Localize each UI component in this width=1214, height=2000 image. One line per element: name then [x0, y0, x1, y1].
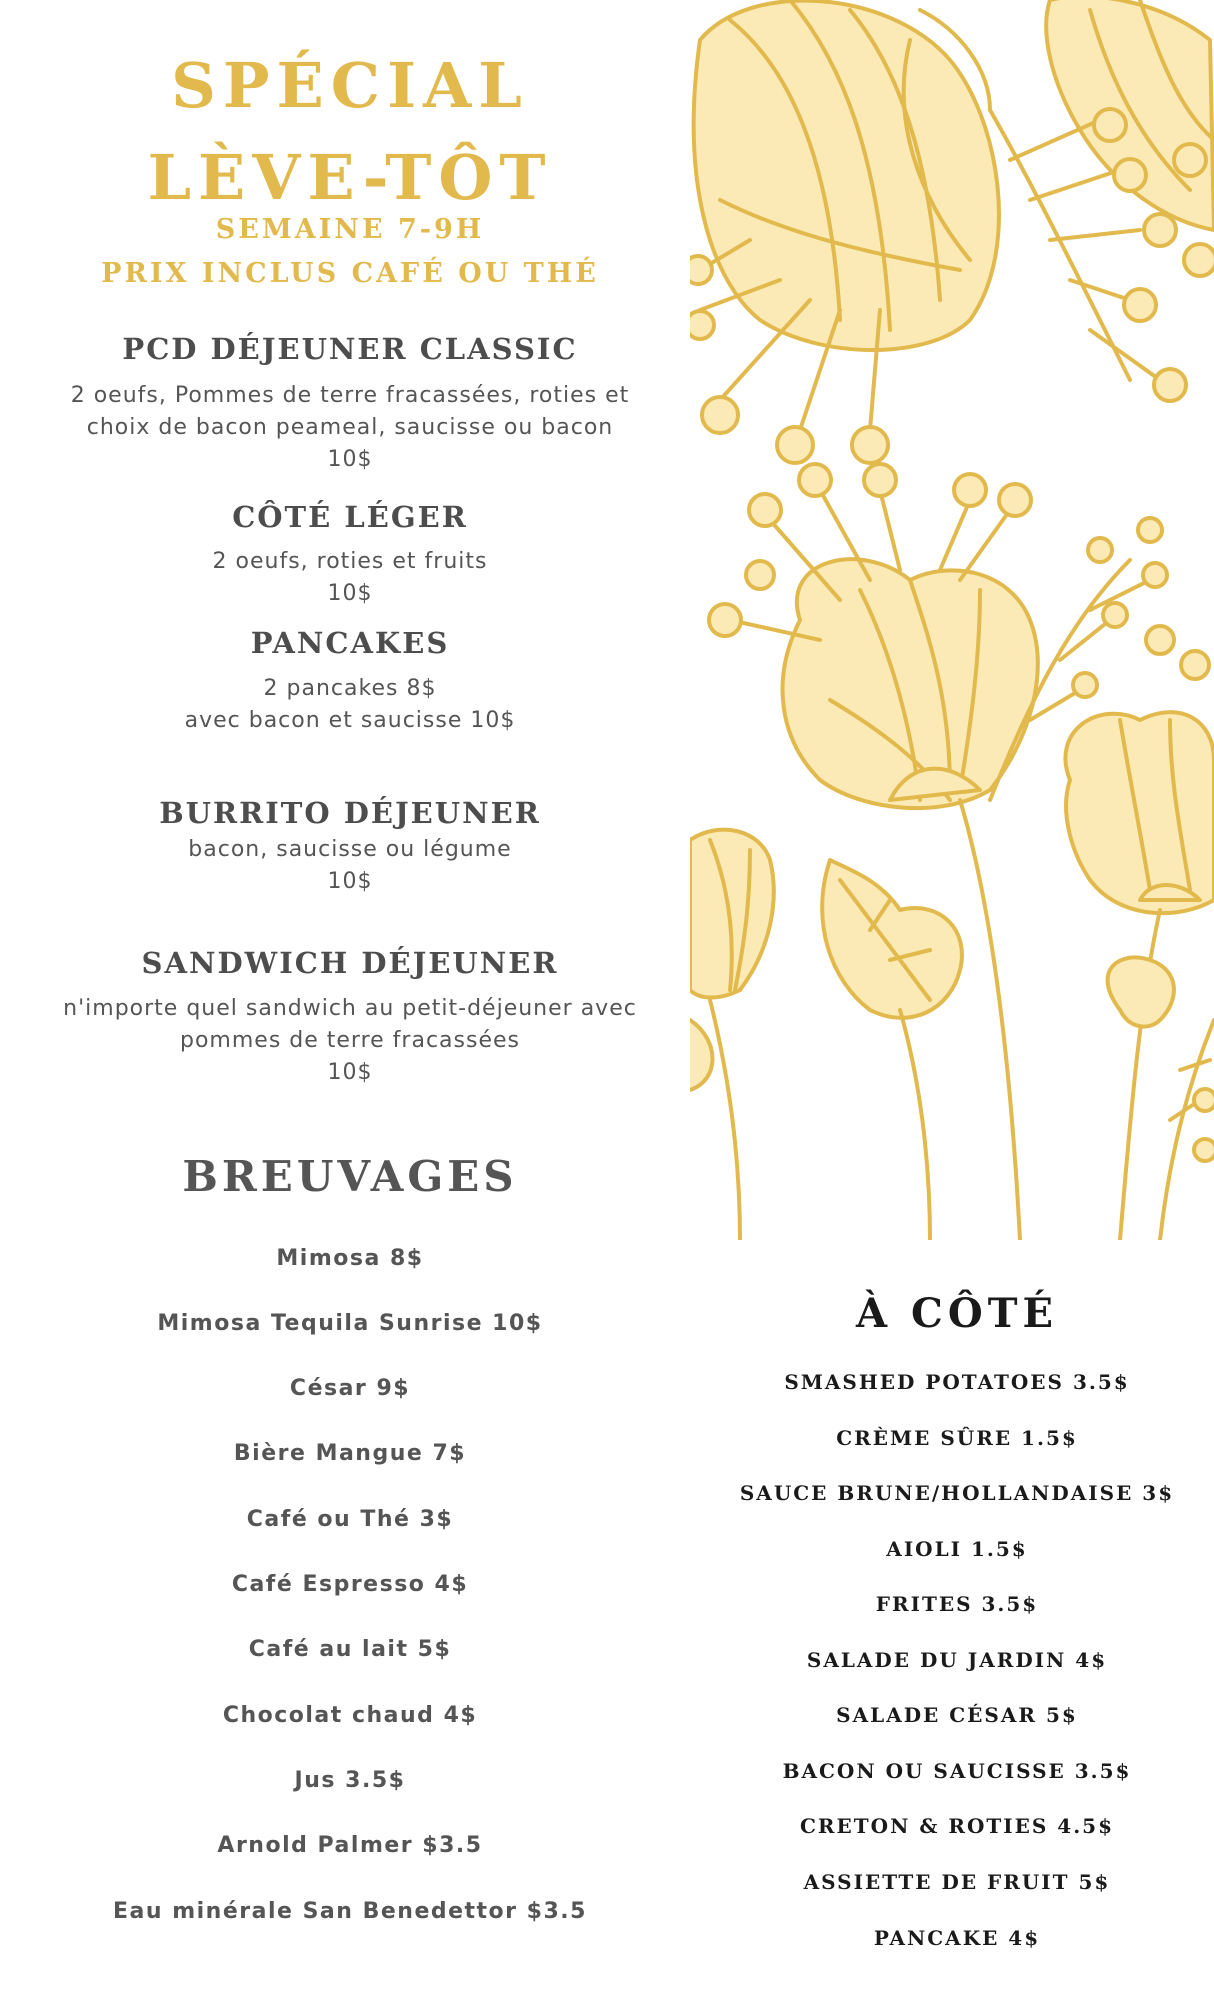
sides-heading: À CÔTÉ — [856, 1290, 1058, 1337]
beverage-item: Mimosa 8$ — [276, 1246, 424, 1271]
menu-item-desc-line: bacon, saucisse ou légume — [188, 837, 512, 862]
menu-item-desc-line: 2 pancakes 8$ — [263, 676, 437, 701]
beverage-item: Arnold Palmer $3.5 — [217, 1833, 483, 1858]
side-item: CRÈME SÛRE 1.5$ — [836, 1426, 1078, 1450]
side-item: SALADE CÉSAR 5$ — [836, 1703, 1078, 1727]
menu-item-description — [0, 673, 700, 737]
beverages-heading: BREUVAGES — [182, 1152, 518, 1201]
side-item: BACON OU SAUCISSE 3.5$ — [782, 1759, 1132, 1783]
side-item: ASSIETTE DE FRUIT 5$ — [803, 1870, 1111, 1894]
menu-item-desc-line: 2 oeufs, roties et fruits — [212, 549, 488, 574]
menu-title — [0, 40, 700, 224]
menu-item-description — [0, 546, 700, 610]
menu-item-name: PANCAKES — [250, 626, 450, 660]
menu-item-name: BURRITO DÉJEUNER — [159, 796, 541, 830]
side-item: SALADE DU JARDIN 4$ — [806, 1648, 1108, 1672]
menu-item-price: 10$ — [327, 581, 373, 606]
menu-item-price: 10$ — [327, 447, 373, 472]
side-item: CRETON & ROTIES 4.5$ — [800, 1814, 1114, 1838]
beverage-item: Café ou Thé 3$ — [246, 1507, 454, 1532]
menu-item-description — [0, 834, 700, 898]
title-line-1: SPÉCIAL — [171, 49, 529, 122]
menu-item-desc-line: avec bacon et saucisse 10$ — [184, 708, 516, 733]
beverage-item: César 9$ — [289, 1376, 411, 1401]
menu-item-desc-line: 2 oeufs, Pommes de terre fracassées, roties et — [70, 383, 630, 408]
title-line-2: LÈVE-TÔT — [147, 141, 553, 214]
beverage-item: Chocolat chaud 4$ — [222, 1703, 478, 1728]
menu-item-name: CÔTÉ LÉGER — [232, 500, 468, 534]
menu-item-description — [0, 993, 700, 1089]
floral-illustration — [690, 0, 1214, 1240]
beverage-item: Café au lait 5$ — [248, 1637, 452, 1662]
flower-icon — [690, 0, 1214, 1240]
side-item: FRITES 3.5$ — [875, 1592, 1039, 1616]
side-item: PANCAKE 4$ — [873, 1926, 1041, 1950]
menu-item-desc-line: pommes de terre fracassées — [180, 1028, 520, 1053]
side-item: SAUCE BRUNE/HOLLANDAISE 3$ — [739, 1481, 1175, 1505]
menu-item-description — [0, 380, 700, 476]
beverage-item: Eau minérale San Benedettor $3.5 — [113, 1899, 587, 1924]
side-item: AIOLI 1.5$ — [886, 1537, 1028, 1561]
menu-item-name: SANDWICH DÉJEUNER — [141, 946, 559, 980]
menu-item-name: PCD DÉJEUNER CLASSIC — [122, 332, 578, 366]
beverage-item: Jus 3.5$ — [294, 1768, 406, 1793]
menu-item-desc-line: n'importe quel sandwich au petit-déjeuner avec — [63, 996, 637, 1021]
subtitle-line-2: PRIX INCLUS CAFÉ OU THÉ — [101, 258, 599, 289]
beverage-item: Bière Mangue 7$ — [233, 1441, 467, 1466]
sides-section — [700, 1240, 1214, 2000]
menu-subtitle — [0, 208, 700, 296]
beverage-item: Café Espresso 4$ — [231, 1572, 469, 1597]
menu-item-desc-line: choix de bacon peameal, saucisse ou bacon — [86, 415, 614, 440]
side-item: SMASHED POTATOES 3.5$ — [784, 1370, 1130, 1394]
menu-item-price: 10$ — [327, 1060, 373, 1085]
subtitle-line-1: SEMAINE 7-9H — [215, 214, 485, 245]
menu-item-price: 10$ — [327, 869, 373, 894]
beverage-item: Mimosa Tequila Sunrise 10$ — [157, 1311, 543, 1336]
